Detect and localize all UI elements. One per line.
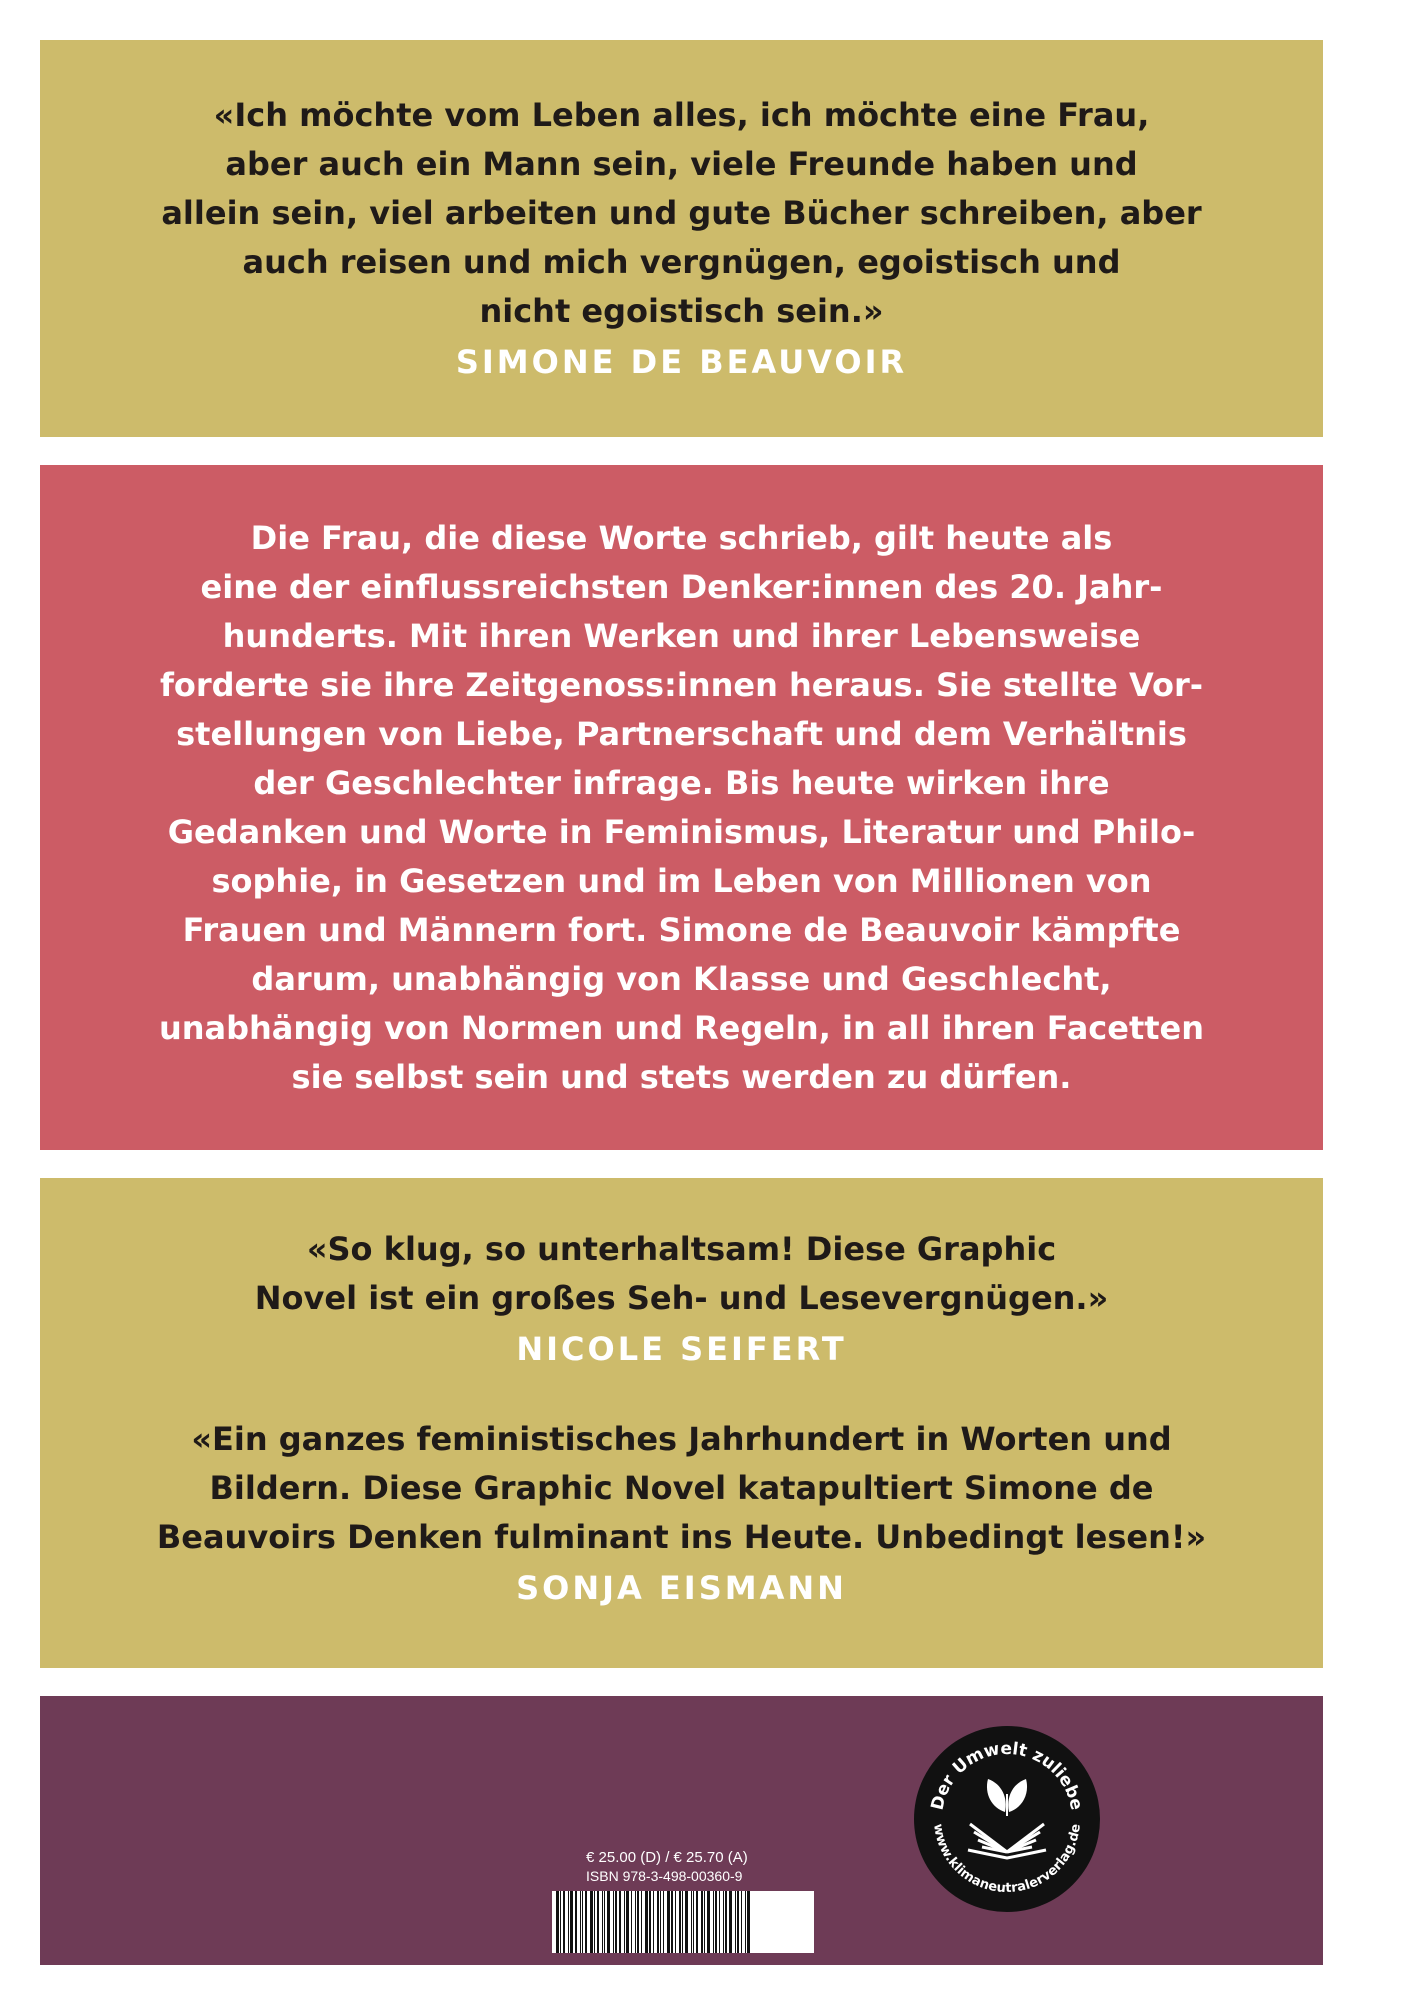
barcode-bar [631,1891,632,1953]
price-label: € 25.00 (D) / € 25.70 (A) [586,1849,748,1866]
barcode-bar [585,1891,587,1953]
quote-line: nicht egoistisch sein.» [479,292,884,330]
review-author: SONJA EISMANN [516,1569,847,1607]
barcode-bar [594,1891,595,1953]
review-seifert [40,1225,1323,1369]
quote-line: auch reisen und mich vergnügen, egoistisch und [242,243,1121,281]
barcode-bar [685,1891,688,1953]
barcode-bar [707,1891,710,1953]
barcode-bar [696,1891,698,1953]
barcode-bar [613,1891,614,1953]
review-line: Beauvoirs Denken fulminant ins Heute. Unbedingt lesen!» [156,1518,1207,1556]
barcode-icon [552,1891,814,1953]
barcode-bar [657,1891,659,1953]
barcode-bar [745,1891,746,1953]
barcode-bar [719,1891,720,1953]
description-panel [40,465,1323,1150]
quote-line: allein sein, viel arbeiten und gute Bücher schreiben, aber [161,194,1202,232]
quote-author: SIMONE DE BEAUVOIR [455,343,908,381]
description-line: der Geschlechter infrage. Bis heute wirken ihre [253,764,1110,802]
description-line: darum, unabhängig von Klasse und Geschlecht, [251,960,1112,998]
review-line: «So klug, so unterhaltsam! Diese Graphic [306,1230,1057,1268]
barcode-bar [741,1891,742,1953]
barcode-bar [641,1891,642,1953]
description-text [40,514,1323,1102]
barcode-bar [735,1891,736,1953]
barcode-bar [713,1891,714,1953]
review-line: Novel ist ein großes Seh- und Lesevergnügen.» [254,1279,1109,1317]
barcode-bar [624,1891,625,1953]
barcode-bar [675,1891,676,1953]
barcode-bar [563,1891,565,1953]
barcode-bar [637,1891,639,1953]
barcode-bar [691,1891,692,1953]
badge-bottom-text: www.klimaneutralerverlag.de [930,1822,1084,1897]
top-quote-panel [40,40,1323,437]
barcode-bar [575,1891,577,1953]
description-line: eine der einflussreichsten Denker:innen des 20. Jahr- [200,568,1163,606]
barcode-bar [693,1891,694,1953]
barcode-bar [682,1891,683,1953]
barcode-bar [653,1891,654,1953]
barcode-bar [645,1891,648,1953]
book-leaf-icon [912,1724,1102,1914]
barcode-bar [747,1891,750,1953]
review-eismann [40,1415,1323,1608]
description-line: Gedanken und Worte in Feminismus, Literatur und Philo- [167,813,1196,851]
barcode-bar [615,1891,617,1953]
description-line: Die Frau, die diese Worte schrieb, gilt heute als [250,519,1113,557]
quote-line: aber auch ein Mann sein, viele Freunde haben und [225,145,1138,183]
barcode-bar [701,1891,703,1953]
review-text [40,1415,1323,1562]
barcode-bar [568,1891,569,1953]
quote-text [40,91,1323,336]
quote-line: «Ich möchte vom Leben alles, ich möchte eine Frau, [213,96,1150,134]
barcode-bar [660,1891,661,1953]
barcode-bar [649,1891,651,1953]
barcode-bar [604,1891,605,1953]
barcode-bar [580,1891,581,1953]
barcode-bar [635,1891,636,1953]
reviews-panel [40,1178,1323,1668]
barcode-bar [560,1891,561,1953]
barcode-bar [582,1891,583,1953]
price-barcode-block [552,1848,852,1953]
barcode-bar [570,1891,573,1953]
barcode-bar [667,1891,670,1953]
barcode-bar [715,1891,717,1953]
description-line: sie selbst sein und stets werden zu dürfen. [291,1058,1072,1096]
isbn-label: ISBN 978-3-498-00360-9 [586,1868,743,1884]
barcode-bar [626,1891,629,1953]
climate-neutral-badge [912,1724,1102,1914]
barcode-bar [607,1891,610,1953]
review-text [40,1225,1323,1323]
review-author: NICOLE SEIFERT [516,1330,847,1368]
barcode-bar [679,1891,681,1953]
bottom-panel [40,1696,1323,1965]
barcode-bar [663,1891,664,1953]
barcode-bar [671,1891,673,1953]
barcode-bar [597,1891,599,1953]
barcode-bar [590,1891,593,1953]
barcode-bar [723,1891,724,1953]
description-line: forderte sie ihre Zeitgenoss:innen heraus. Sie stellte Vor- [159,666,1204,704]
barcode-bar [704,1891,705,1953]
barcode-bar [725,1891,727,1953]
barcode-bar [619,1891,621,1953]
barcode-bar [602,1891,603,1953]
description-line: stellungen von Liebe, Partnerschaft und dem Verhältnis [176,715,1187,753]
description-line: Frauen und Männern fort. Simone de Beauvoir kämpfte [182,911,1181,949]
beauvoir-quote [40,91,1323,382]
barcode-bar [729,1891,732,1953]
description-line: unabhängig von Normen und Regeln, in all ihren Facetten [158,1009,1205,1047]
badge-top-text: Der Umwelt zuliebe [927,1738,1087,1812]
review-line: «Ein ganzes feministisches Jahrhundert in Worten und [191,1420,1172,1458]
barcode-bar [737,1891,739,1953]
description-line: hunderts. Mit ihren Werken und ihrer Lebensweise [222,617,1141,655]
review-line: Bildern. Diese Graphic Novel katapultiert Simone de [209,1469,1154,1507]
barcode-bar [556,1891,559,1953]
description-line: sophie, in Gesetzen und im Leben von Millionen von [211,862,1152,900]
